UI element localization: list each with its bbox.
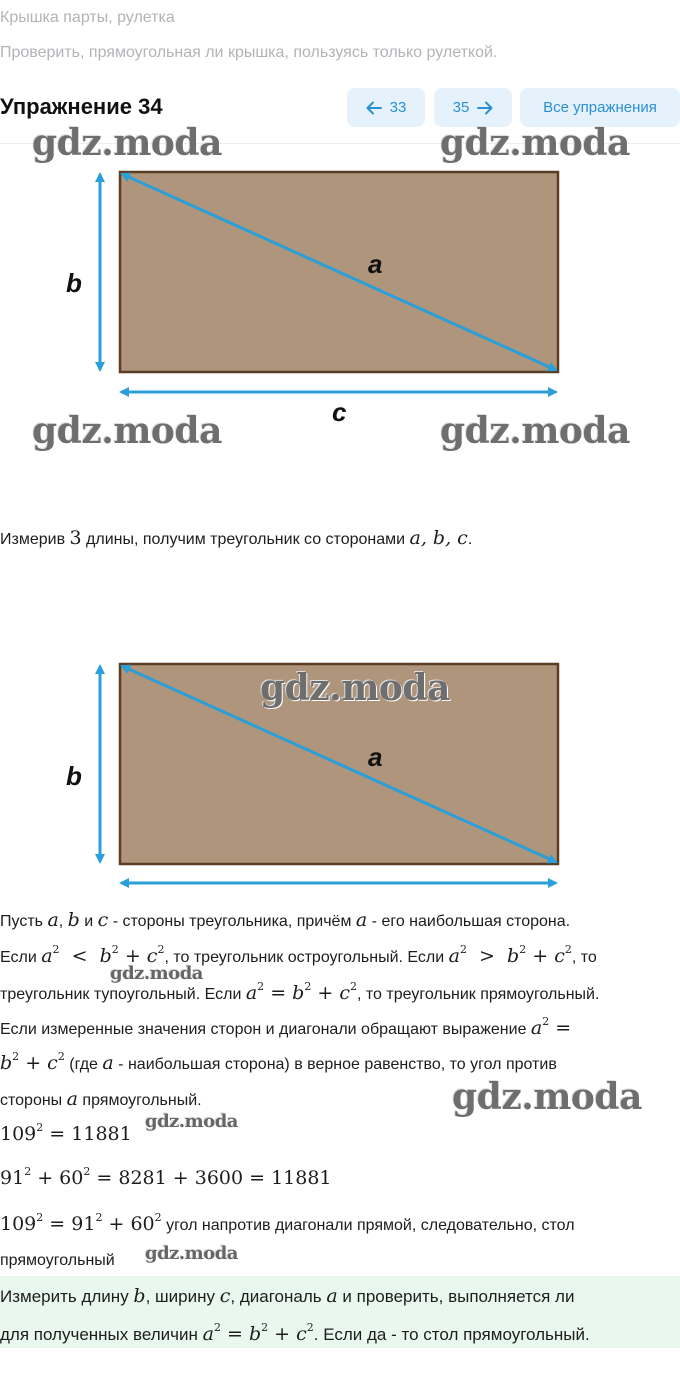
- label-a: a: [368, 249, 383, 279]
- label-c: c: [332, 397, 347, 427]
- equation-3: $109^2 = 91^2 + 60^2$ угол напротив диагонали прямой, следовательно, стол: [0, 1211, 575, 1235]
- watermark: gdz.moda: [32, 122, 222, 164]
- solution-line-1: Пусть a, b и c - стороны треугольника, причём a - его наибольшая сторона.: [0, 909, 571, 931]
- arrow-left-icon: [366, 101, 382, 115]
- arrow-right-icon: [477, 101, 493, 115]
- label-b: b: [66, 761, 82, 791]
- all-exercises-button[interactable]: Все упражнения: [520, 88, 680, 127]
- measure-text: Измерив 3 длины, получим треугольник со сторонами a, b, c.: [0, 527, 473, 549]
- task-subtitle: Крышка парты, рулетка: [0, 9, 175, 26]
- watermark: gdz.moda: [260, 667, 450, 709]
- answer-box: [0, 1276, 680, 1348]
- equation-3-tail: прямоугольный: [0, 1252, 115, 1269]
- task-question: Проверить, прямоугольная ли крышка, пользуясь только рулеткой.: [0, 44, 498, 61]
- equation-1: $109^2 = 11881$: [0, 1121, 132, 1145]
- label-a: a: [368, 742, 383, 772]
- watermark: gdz.moda: [440, 122, 630, 164]
- solution-line-4: Если измеренные значения сторон и диагонали обращают выражение $a^2$ =: [0, 1015, 572, 1039]
- answer-line-2: для полученных величин $a^2 = b^2 + c^2$. Если да - то стол прямоугольный.: [0, 1321, 590, 1345]
- next-exercise-label: 35: [452, 99, 470, 116]
- prev-exercise-button[interactable]: [347, 88, 425, 127]
- answer-line-1: Измерить длину b, ширину c, диагональ a и проверить, выполняется ли: [0, 1285, 575, 1307]
- solution-line-5: $b^2 + c^2$ (где a - наибольшая сторона) в верное равенство, то угол против: [0, 1050, 557, 1074]
- watermark: gdz.moda: [145, 1111, 238, 1132]
- label-b: b: [66, 268, 82, 298]
- solution-line-2: Если $a^2 < b^2 + c^2$, то треугольник остроугольный. Если $a^2 > b^2 + c^2$, то: [0, 943, 597, 967]
- watermark: gdz.moda: [145, 1243, 238, 1264]
- solution-line-6: стороны a прямоугольный.: [0, 1088, 202, 1110]
- watermark: gdz.moda: [452, 1076, 642, 1118]
- equation-2: $91^2 + 60^2 = 8281 + 3600 = 11881$: [0, 1165, 332, 1189]
- solution-line-3: треугольник тупоугольный. Если $a^2 = b^2 + c^2$, то треугольник прямоугольный.: [0, 980, 600, 1004]
- watermark: gdz.moda: [110, 963, 203, 984]
- figure-rectangle-diagonal-1: [0, 150, 680, 450]
- watermark: gdz.moda: [440, 410, 630, 452]
- prev-exercise-label: 33: [389, 99, 407, 116]
- page-title: Упражнение 34: [0, 94, 163, 119]
- watermark: gdz.moda: [32, 410, 222, 452]
